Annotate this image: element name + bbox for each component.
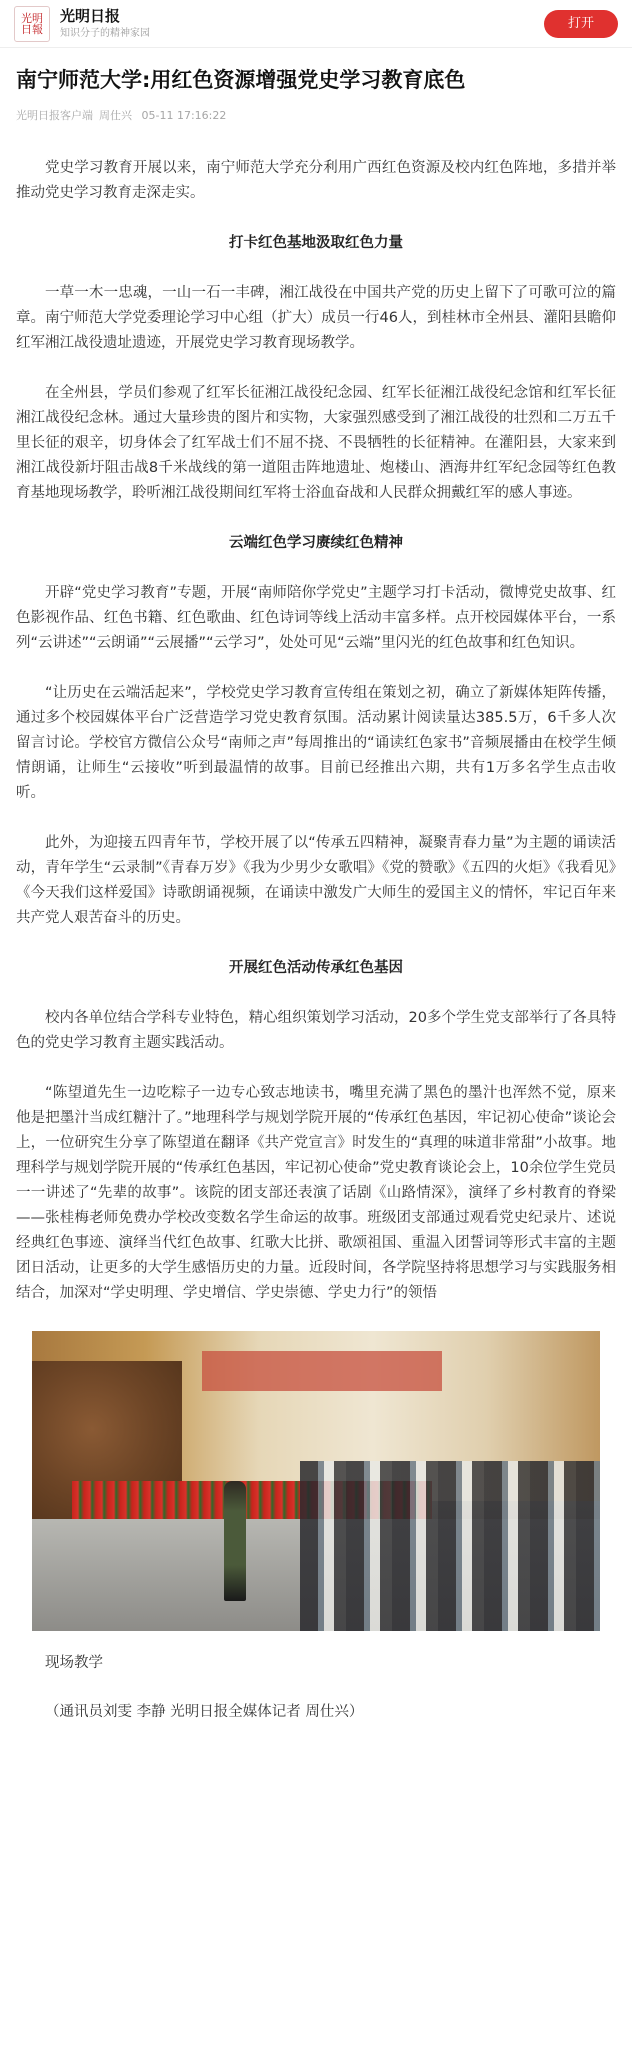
paragraph: 一草一木一忠魂，一山一石一丰碑，湘江战役在中国共产党的历史上留下了可歌可泣的篇章。南宁师范大学党委理论学习中心组（扩大）成员一行46人，到桂林市全州县、灌阳县瞻仰红军湘江战役遗址遗迹，开展党史学习教育现场教学。 — [16, 285, 616, 351]
paragraph: “让历史在云端活起来”，学校党史学习教育宣传组在策划之初，确立了新媒体矩阵传播，通过多个校园媒体平台广泛营造学习党史教育氛围。活动累计阅读量达385.5万，6千多人次留言讨论。学校官方微信公众号“南师之声”每周推出的“诵读红色家书”音频展播由在校学生倾情朗诵，让师生“云接收”听到最温情的故事。目前已经推出六期，共有1万多名学生点击收听。 — [16, 685, 616, 801]
article-title: 南宁师范大学:用红色资源增强党史学习教育底色 — [16, 68, 466, 92]
section-heading: 云端红色学习赓续红色精神 — [229, 535, 403, 551]
paragraph: 此外，为迎接五四青年节，学校开展了以“传承五四精神，凝聚青春力量”为主题的诵读活动，青年学生“云录制”《青春万岁》《我为少男少女歌唱》《党的赞歌》《五四的火炬》《我看见》《今天我们这样爱国》诗歌朗诵视频，在诵读中激发广大师生的爱国主义的情怀，牢记百年来共产党人艰苦奋斗的历史。 — [16, 835, 616, 926]
app-header — [0, 0, 632, 48]
brand — [60, 7, 150, 41]
article-photo[interactable] — [32, 1331, 600, 1631]
section-heading: 开展红色活动传承红色基因 — [229, 960, 403, 976]
section-heading: 打卡红色基地汲取红色力量 — [229, 235, 403, 251]
photo-guide-figure — [224, 1481, 246, 1601]
article-time: 05-11 17:16:22 — [141, 109, 227, 122]
guangming-daily-logo — [14, 6, 50, 42]
photo-visitor-group — [300, 1461, 600, 1631]
article-source[interactable]: 光明日报客户端 — [16, 109, 93, 122]
article-body — [16, 156, 616, 1306]
paragraph: “陈望道先生一边吃粽子一边专心致志地读书，嘴里充满了黑色的墨汁也浑然不觉，原来他是把墨汁当成红糖汁了。”地理科学与规划学院开展的“传承红色基因，牢记初心使命”谈论会上，一位研究生分享了陈望道在翻译《共产党宣言》时发生的“真理的味道非常甜”小故事。地理科学与规划学院开展的“传承红色基因，牢记初心使命”党史教育谈论会上，10余位学生党员一一讲述了“先辈的故事”。该院的团支部还表演了话剧《山路情深》，演绎了乡村教育的脊梁——张桂梅老师免费办学校改变数名学生命运的故事。班级团支部通过观看党史纪录片、述说经典红色事迹、演绎当代红色故事、红歌大比拼、歌颂祖国、重温入团誓词等形式丰富的主题团日活动，让更多的大学生感悟历史的力量。近段时间，各学院坚持将思想学习与实践服务相结合，加深对“学史明理、学史增信、学史崇德、学史力行”的领悟 — [16, 1085, 616, 1301]
open-app-button[interactable]: 打开 — [544, 10, 618, 38]
brand-slogan: 知识分子的精神家园 — [60, 27, 150, 39]
article — [0, 48, 632, 1725]
article-meta — [16, 108, 616, 124]
paragraph: 党史学习教育开展以来，南宁师范大学充分利用广西红色资源及校内红色阵地，多措并举推动党史学习教育走深走实。 — [16, 160, 616, 201]
paragraph: 开辟“党史学习教育”专题，开展“南师陪你学党史”主题学习打卡活动，微博党史故事、红色影视作品、红色书籍、红色歌曲、红色诗词等线上活动丰富多样。点开校园媒体平台，一系列“云讲述”“云朗诵”“云展播”“云学习”，处处可见“云端”里闪光的红色故事和红色知识。 — [16, 585, 616, 651]
article-credit: （通讯员刘雯 李静 光明日报全媒体记者 周仕兴） — [45, 1704, 364, 1720]
photo-red-banner — [202, 1351, 442, 1391]
paragraph: 校内各单位结合学科专业特色，精心组织策划学习活动，20多个学生党支部举行了各具特色的党史学习教育主题实践活动。 — [16, 1010, 616, 1051]
article-author: 周仕兴 — [99, 109, 132, 122]
logo-text: 光明日報 — [21, 11, 43, 36]
photo-caption: 现场教学 — [45, 1655, 103, 1671]
brand-name: 光明日报 — [60, 6, 121, 25]
paragraph: 在全州县，学员们参观了红军长征湘江战役纪念园、红军长征湘江战役纪念馆和红军长征湘江战役纪念林。通过大量珍贵的图片和实物，大家强烈感受到了湘江战役的壮烈和二万五千里长征的艰辛，切身体会了红军战士们不屈不挠、不畏牺牲的长征精神。在灌阳县，大家来到湘江战役新圩阻击战8千米战线的第一道阻击阵地遗址、炮楼山、酒海井红军纪念园等红色教育基地现场教学，聆听湘江战役期间红军将士浴血奋战和人民群众拥戴红军的感人事迹。 — [16, 385, 616, 501]
